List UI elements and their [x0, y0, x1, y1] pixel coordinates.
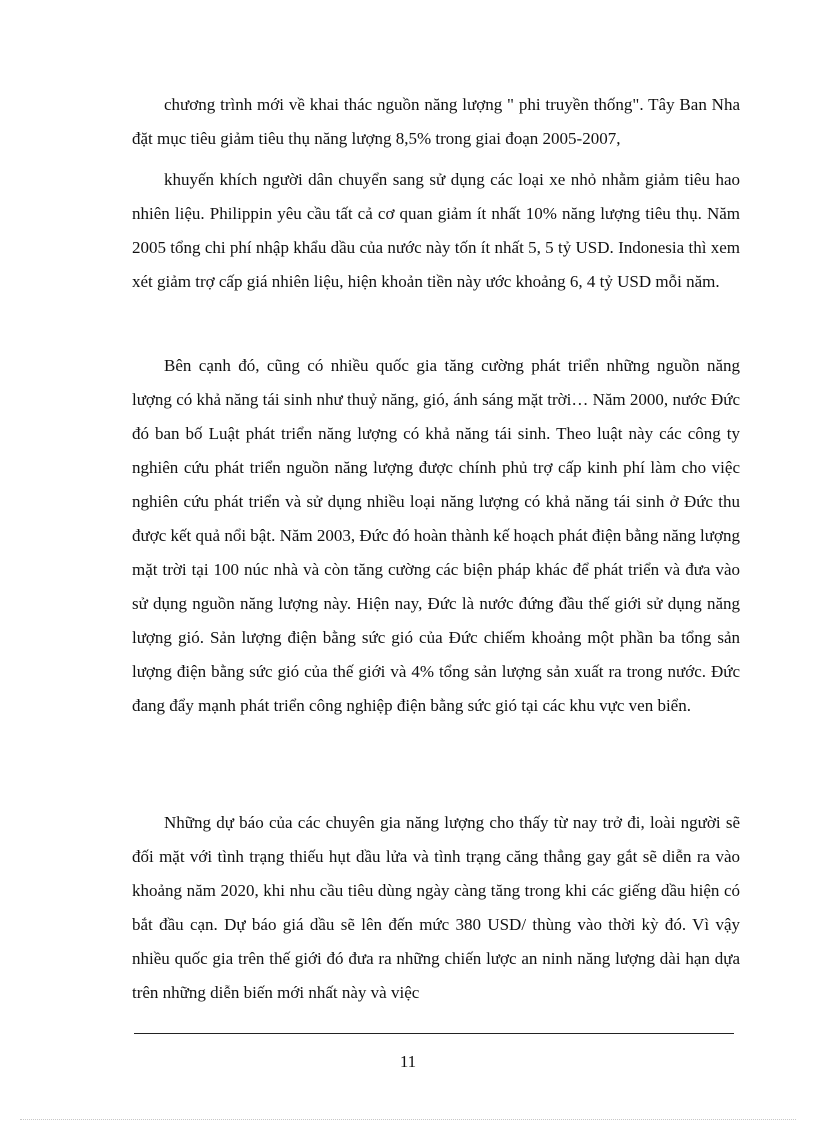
paragraph-energy-forecast: Những dự báo của các chuyên gia năng lượng cho thấy từ nay trở đi, loài người sẽ đối mặt với tình trạng thiếu hụt dầu lửa và tình trạng căng thẳng gay gắt sẽ diễn ra vào khoảng năm 2020, khi nhu cầu tiêu dùng ngày càng tăng trong khi các giếng dầu hiện có bắt đầu cạn. Dự báo giá dầu sẽ lên đến mức 380 USD/ thùng vào thời kỳ đó. Vì vậy nhiều quốc gia trên thế giới đó đưa ra những chiến lược an ninh năng lượng dài hạn dựa trên những diễn biến mới nhất này và việc: [132, 813, 740, 1002]
page-number: 11: [399, 1052, 417, 1071]
paragraph-continuation: chương trình mới về khai thác nguồn năng lượng " phi truyền thống". Tây Ban Nha đặt mục tiêu giảm tiêu thụ năng lượng 8,5% trong giai đoạn 2005-2007,: [132, 95, 740, 148]
paragraph-energy-saving-measures: khuyến khích người dân chuyển sang sử dụng các loại xe nhỏ nhằm giảm tiêu hao nhiên liệu. Philippin yêu cầu tất cả cơ quan giảm ít nhất 10% năng lượng tiêu thụ. Năm 2005 tổng chi phí nhập khẩu dầu của nước này tốn ít nhất 5, 5 tỷ USD. Indonesia thì xem xét giảm trợ cấp giá nhiên liệu, hiện khoản tiền này ước khoảng 6, 4 tỷ USD mỗi năm.: [132, 170, 740, 291]
page-bottom-edge: [20, 1119, 796, 1120]
footer-divider: [134, 1033, 734, 1034]
paragraph-renewable-energy-germany: Bên cạnh đó, cũng có nhiều quốc gia tăng cường phát triển những nguồn năng lượng có khả năng tái sinh như thuỷ năng, gió, ánh sáng mặt trời… Năm 2000, nước Đức đó ban bố Luật phát triển năng lượng có khả năng tái sinh. Theo luật này các công ty nghiên cứu phát triển nguồn năng lượng được chính phủ trợ cấp kinh phí làm cho việc nghiên cứu phát triển và sử dụng nhiều loại năng lượng có khả năng tái sinh ở Đức thu được kết quả nổi bật. Năm 2003, Đức đó hoàn thành kế hoạch phát điện bằng năng lượng mặt trời tại 100 núc nhà và còn tăng cường các biện pháp khác để phát triển và đưa vào sử dụng nguồn năng lượng này. Hiện nay, Đức là nước đứng đầu thế giới sử dụng năng lượng gió. Sản lượng điện bằng sức gió của Đức chiếm khoảng một phần ba tổng sản lượng điện bằng sức gió của thế giới và 4% tổng sản lượng sản xuất ra trong nước. Đức đang đẩy mạnh phát triển công nghiệp điện bằng sức gió tại các khu vực ven biển.: [132, 356, 740, 715]
